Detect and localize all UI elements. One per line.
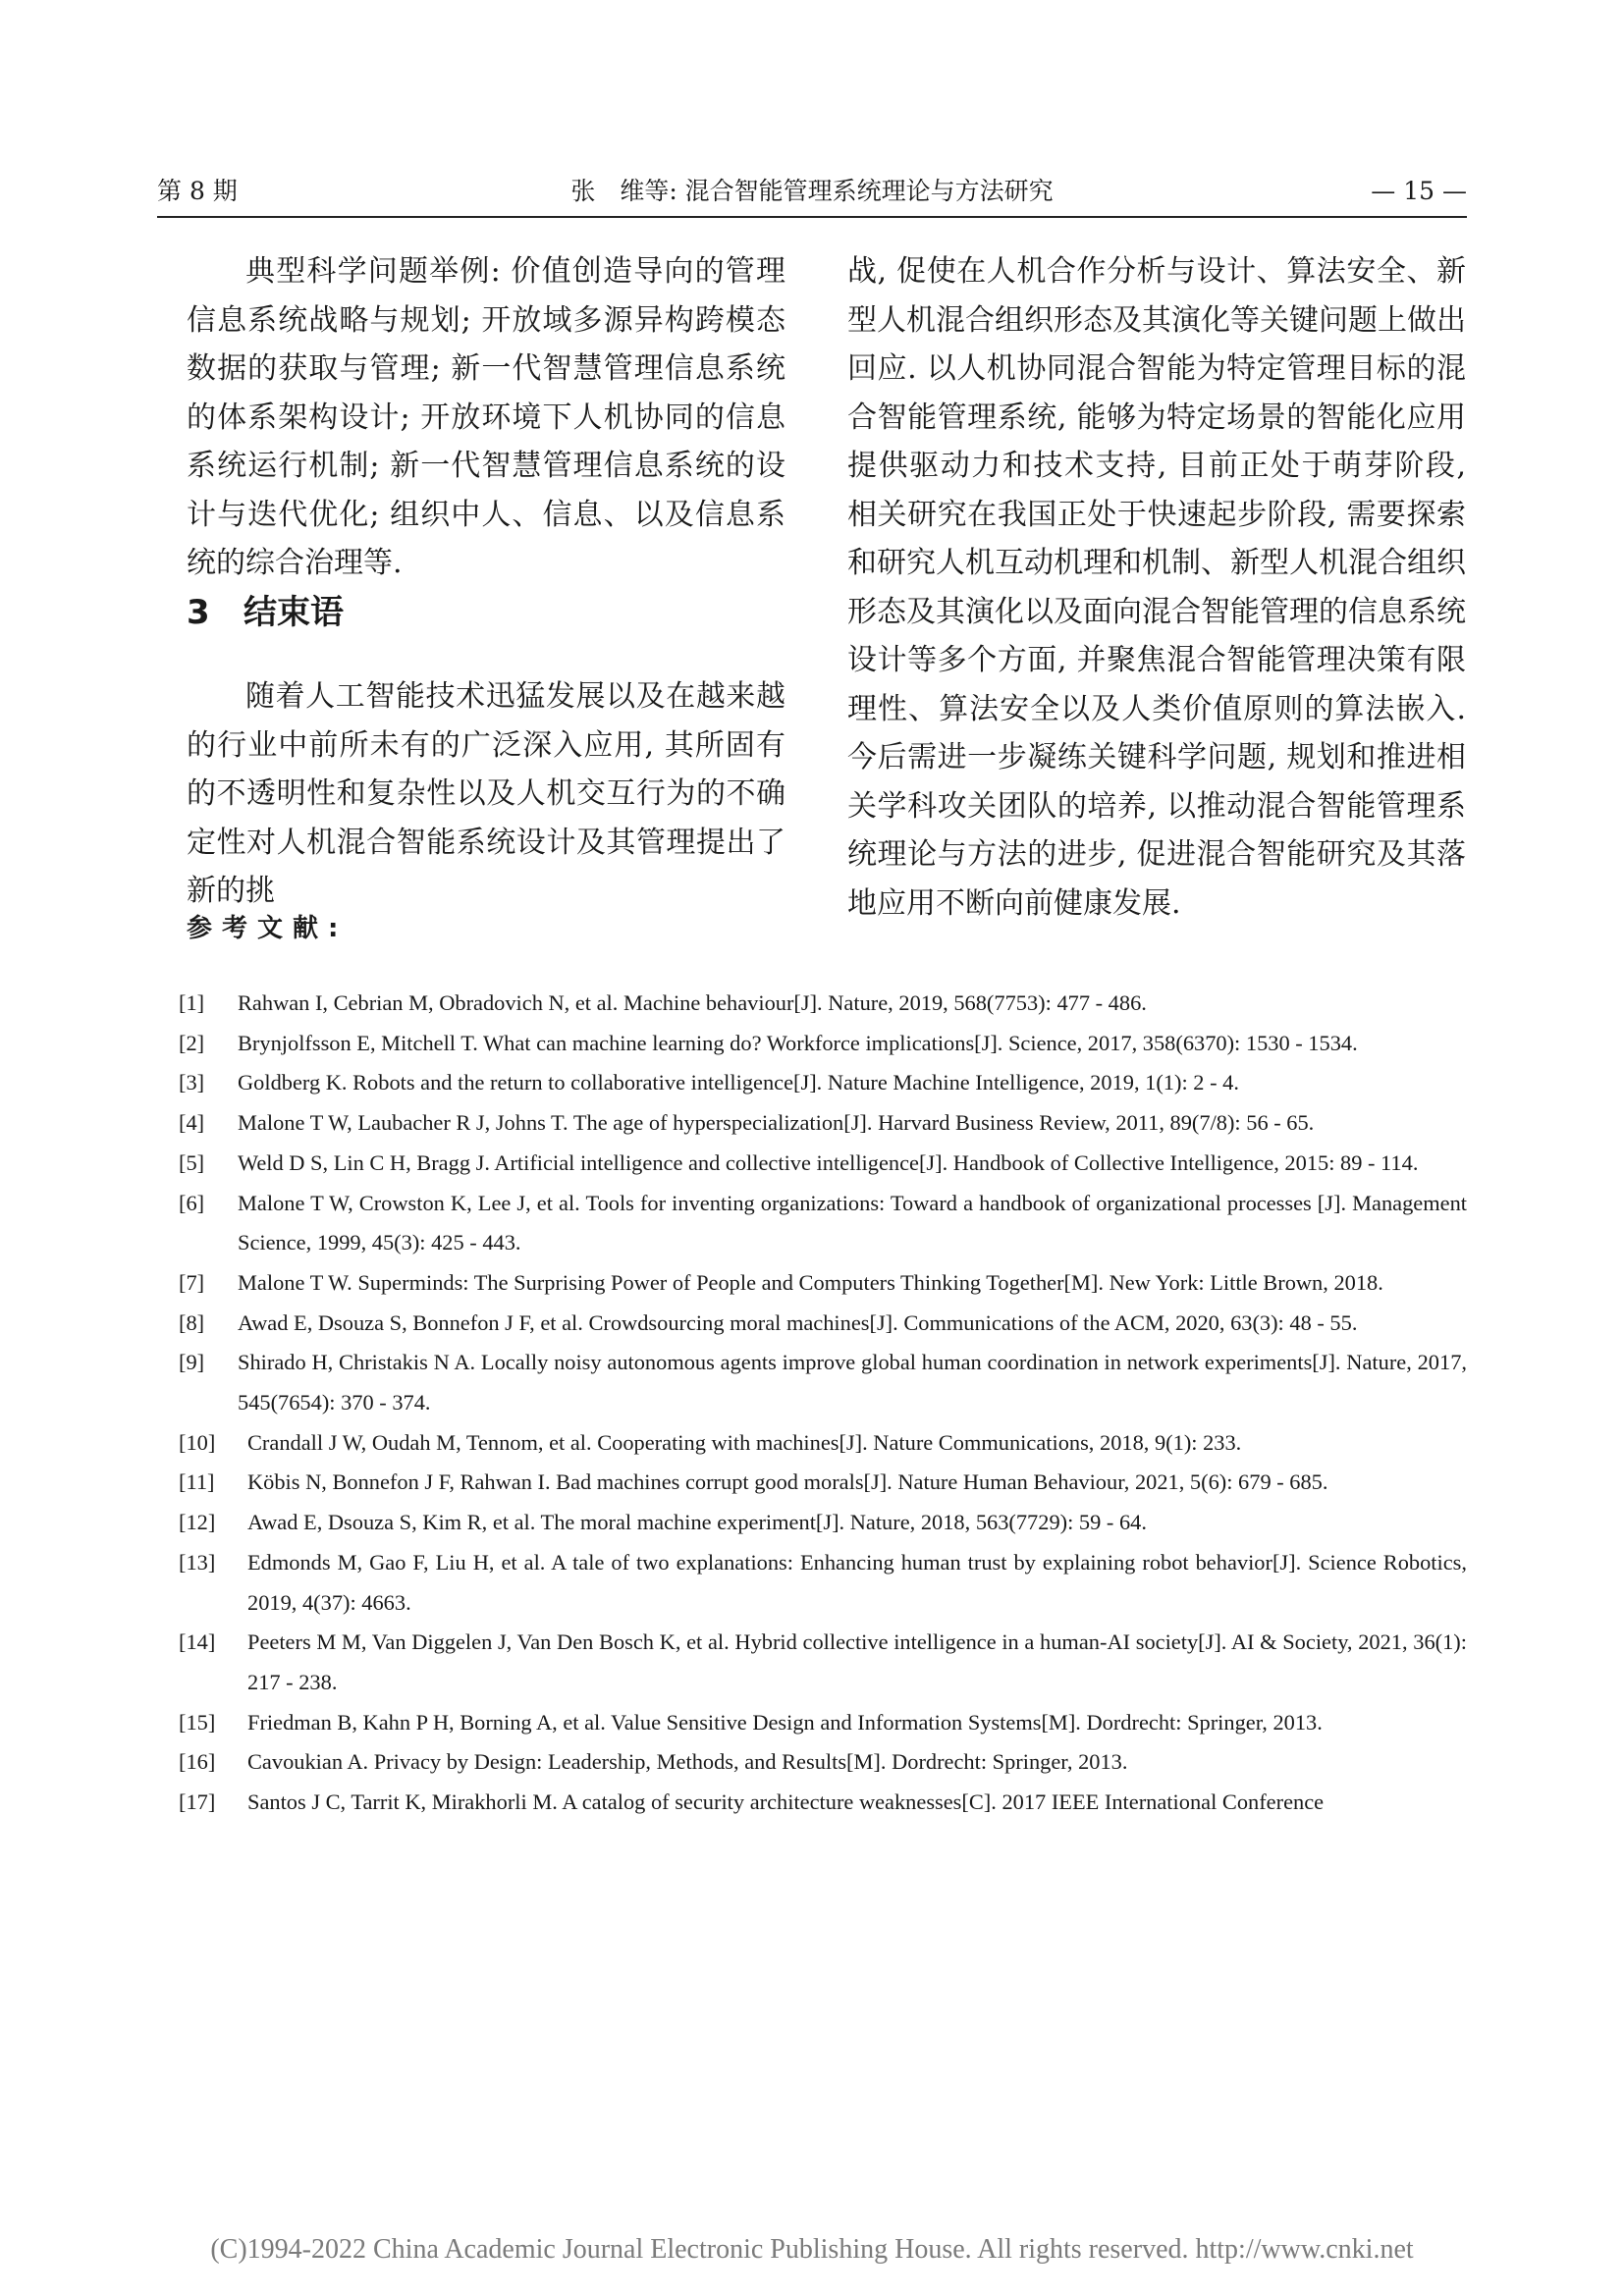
reference-item bbox=[179, 1063, 1467, 1103]
reference-item bbox=[179, 1463, 1467, 1503]
reference-text: Goldberg K. Robots and the return to collaborative intelligence[J]. Nature Machine Intelligence, 2019, 1(1): 2 - 4. bbox=[238, 1070, 1239, 1095]
reference-text: Weld D S, Lin C H, Bragg J. Artificial intelligence and collective intelligence[J]. Handbook of Collective Intelligence, 2015: 89 - 114. bbox=[238, 1149, 1419, 1175]
reference-number: [7] bbox=[179, 1269, 205, 1295]
reference-number: [16] bbox=[179, 1749, 216, 1775]
reference-text: Awad E, Dsouza S, Kim R, et al. The moral machine experiment[J]. Nature, 2018, 563(7729): 59 - 64. bbox=[247, 1510, 1147, 1535]
reference-item bbox=[179, 1703, 1467, 1743]
reference-text: Santos J C, Tarrit K, Mirakhorli M. A catalog of security architecture weaknesses[C]. 2017 IEEE International Conference bbox=[247, 1789, 1325, 1815]
reference-item bbox=[179, 1742, 1467, 1783]
reference-number: [8] bbox=[179, 1309, 205, 1335]
conclusion-paragraph bbox=[187, 672, 785, 916]
reference-number: [6] bbox=[179, 1190, 205, 1215]
reference-item bbox=[179, 1783, 1467, 1823]
reference-text: Awad E, Dsouza S, Bonnefon J F, et al. Crowdsourcing moral machines[J]. Communications of the ACM, 2020, 63(3): 48 - 55. bbox=[238, 1309, 1358, 1335]
issue-number: 第 8 期 bbox=[157, 177, 238, 205]
right-column bbox=[847, 247, 1466, 928]
reference-number: [15] bbox=[179, 1709, 216, 1735]
conclusion-continued: 战, 促使在人机合作分析与设计、算法安全、新型人机混合组织形态及其演化等关键问题上做出回应. 以人机协同混合智能为特定管理目标的混合智能管理系统, 能够为特定场景的智能化应用提供驱动力和技术支持, 目前正处于萌芽阶段, 相关研究在我国正处于快速起步阶段, 需要探索和研究人机互动机理和机制、新型人机混合组织形态及其演化以及面向混合智能管理的信息系统设计等多个方面, 并聚焦混合智能管理决策有限理性、算法安全以及人类价值原则的算法嵌入. 今后需进一步凝练关键科学问题, 规划和推进相关学科攻关团队的培养, 以推动混合智能管理系统理论与方法的进步, 促进混合智能研究及其落地应用不断向前健康发展. bbox=[847, 254, 1466, 921]
running-header bbox=[157, 175, 1467, 208]
reference-item bbox=[179, 1503, 1467, 1543]
section-heading bbox=[187, 589, 344, 636]
copyright-footer: (C)1994-2022 China Academic Journal Electronic Publishing House. All rights reserved. http://www.cnki.net bbox=[210, 2234, 1414, 2265]
reference-number: [3] bbox=[179, 1070, 205, 1095]
reference-text: Crandall J W, Oudah M, Tennom, et al. Cooperating with machines[J]. Nature Communications, 2018, 9(1): 233. bbox=[247, 1429, 1242, 1455]
reference-text: Edmonds M, Gao F, Liu H, et al. A tale of two explanations: Enhancing human trust by explaining robot behavior[J]. Science Robotics, 2019, 4(37): 4663. bbox=[247, 1549, 1467, 1615]
reference-number: [5] bbox=[179, 1149, 205, 1175]
reference-list bbox=[179, 984, 1467, 1823]
reference-item bbox=[179, 1103, 1467, 1144]
reference-text: Friedman B, Kahn P H, Borning A, et al. Value Sensitive Design and Information Systems[M]. Dordrecht: Springer, 2013. bbox=[247, 1709, 1323, 1735]
page-number: — 15 — bbox=[1371, 177, 1467, 205]
reference-item bbox=[179, 1623, 1467, 1702]
running-title: 张 维等: 混合智能管理系统理论与方法研究 bbox=[570, 177, 1054, 205]
left-column bbox=[187, 247, 785, 588]
reference-number: [1] bbox=[179, 990, 205, 1015]
reference-number: [2] bbox=[179, 1030, 205, 1055]
reference-text: Peeters M M, Van Diggelen J, Van Den Bosch K, et al. Hybrid collective intelligence in a human-AI society[J]. AI & Society, 2021, 36(1): 217 - 238. bbox=[247, 1629, 1467, 1694]
reference-item bbox=[179, 1024, 1467, 1064]
conclusion-text: 随着人工智能技术迅猛发展以及在越来越的行业中前所未有的广泛深入应用, 其所固有的不透明性和复杂性以及人机交互行为的不确定性对人机混合智能系统设计及其管理提出了新的挑 bbox=[187, 679, 785, 908]
reference-item bbox=[179, 1543, 1467, 1623]
reference-text: Cavoukian A. Privacy by Design: Leadership, Methods, and Results[M]. Dordrecht: Springer, 2013. bbox=[247, 1749, 1128, 1775]
reference-number: [11] bbox=[179, 1469, 215, 1495]
reference-text: Köbis N, Bonnefon J F, Rahwan I. Bad machines corrupt good morals[J]. Nature Human Behaviour, 2021, 5(6): 679 - 685. bbox=[247, 1469, 1328, 1495]
reference-text: Malone T W, Crowston K, Lee J, et al. Tools for inventing organizations: Toward a handbook of organizational processes [J]. Management Science, 1999, 45(3): 425 - 443. bbox=[238, 1190, 1467, 1255]
reference-item bbox=[179, 1343, 1467, 1422]
reference-text: Malone T W. Superminds: The Surprising Power of People and Computers Thinking Together[M]. New York: Little Brown, 2018. bbox=[238, 1269, 1383, 1295]
reference-item bbox=[179, 1184, 1467, 1263]
section-title: 结束语 bbox=[244, 593, 344, 632]
reference-item bbox=[179, 1263, 1467, 1304]
reference-text: Shirado H, Christakis N A. Locally noisy autonomous agents improve global human coordination in network experiments[J]. Nature, 2017, 545(7654): 370 - 374. bbox=[238, 1350, 1467, 1415]
reference-number: [10] bbox=[179, 1429, 216, 1455]
reference-number: [13] bbox=[179, 1549, 216, 1575]
reference-number: [14] bbox=[179, 1629, 216, 1655]
reference-number: [4] bbox=[179, 1110, 205, 1136]
references-heading: 参考文献: bbox=[187, 914, 349, 943]
reference-text: Brynjolfsson E, Mitchell T. What can machine learning do? Workforce implications[J]. Science, 2017, 358(6370): 1530 - 1534. bbox=[238, 1030, 1358, 1055]
reference-text: Rahwan I, Cebrian M, Obradovich N, et al. Machine behaviour[J]. Nature, 2019, 568(7753): 477 - 486. bbox=[238, 990, 1147, 1015]
reference-number: [17] bbox=[179, 1789, 216, 1815]
reference-text: Malone T W, Laubacher R J, Johns T. The age of hyperspecialization[J]. Harvard Business Review, 2011, 89(7/8): 56 - 65. bbox=[238, 1110, 1315, 1136]
paragraph-problems: 典型科学问题举例: 价值创造导向的管理信息系统战略与规划; 开放域多源异构跨模态数据的获取与管理; 新一代智慧管理信息系统的体系架构设计; 开放环境下人机协同的信息系统运行机制; 新一代智慧管理信息系统的设计与迭代优化; 组织中人、信息、以及信息系统的综合治理等. bbox=[187, 254, 785, 580]
reference-item bbox=[179, 1144, 1467, 1184]
reference-item bbox=[179, 1423, 1467, 1464]
reference-number: [12] bbox=[179, 1510, 216, 1535]
reference-number: [9] bbox=[179, 1350, 205, 1375]
reference-item bbox=[179, 1304, 1467, 1344]
header-rule bbox=[157, 216, 1467, 218]
reference-item bbox=[179, 984, 1467, 1024]
section-number: 3 bbox=[187, 593, 210, 632]
